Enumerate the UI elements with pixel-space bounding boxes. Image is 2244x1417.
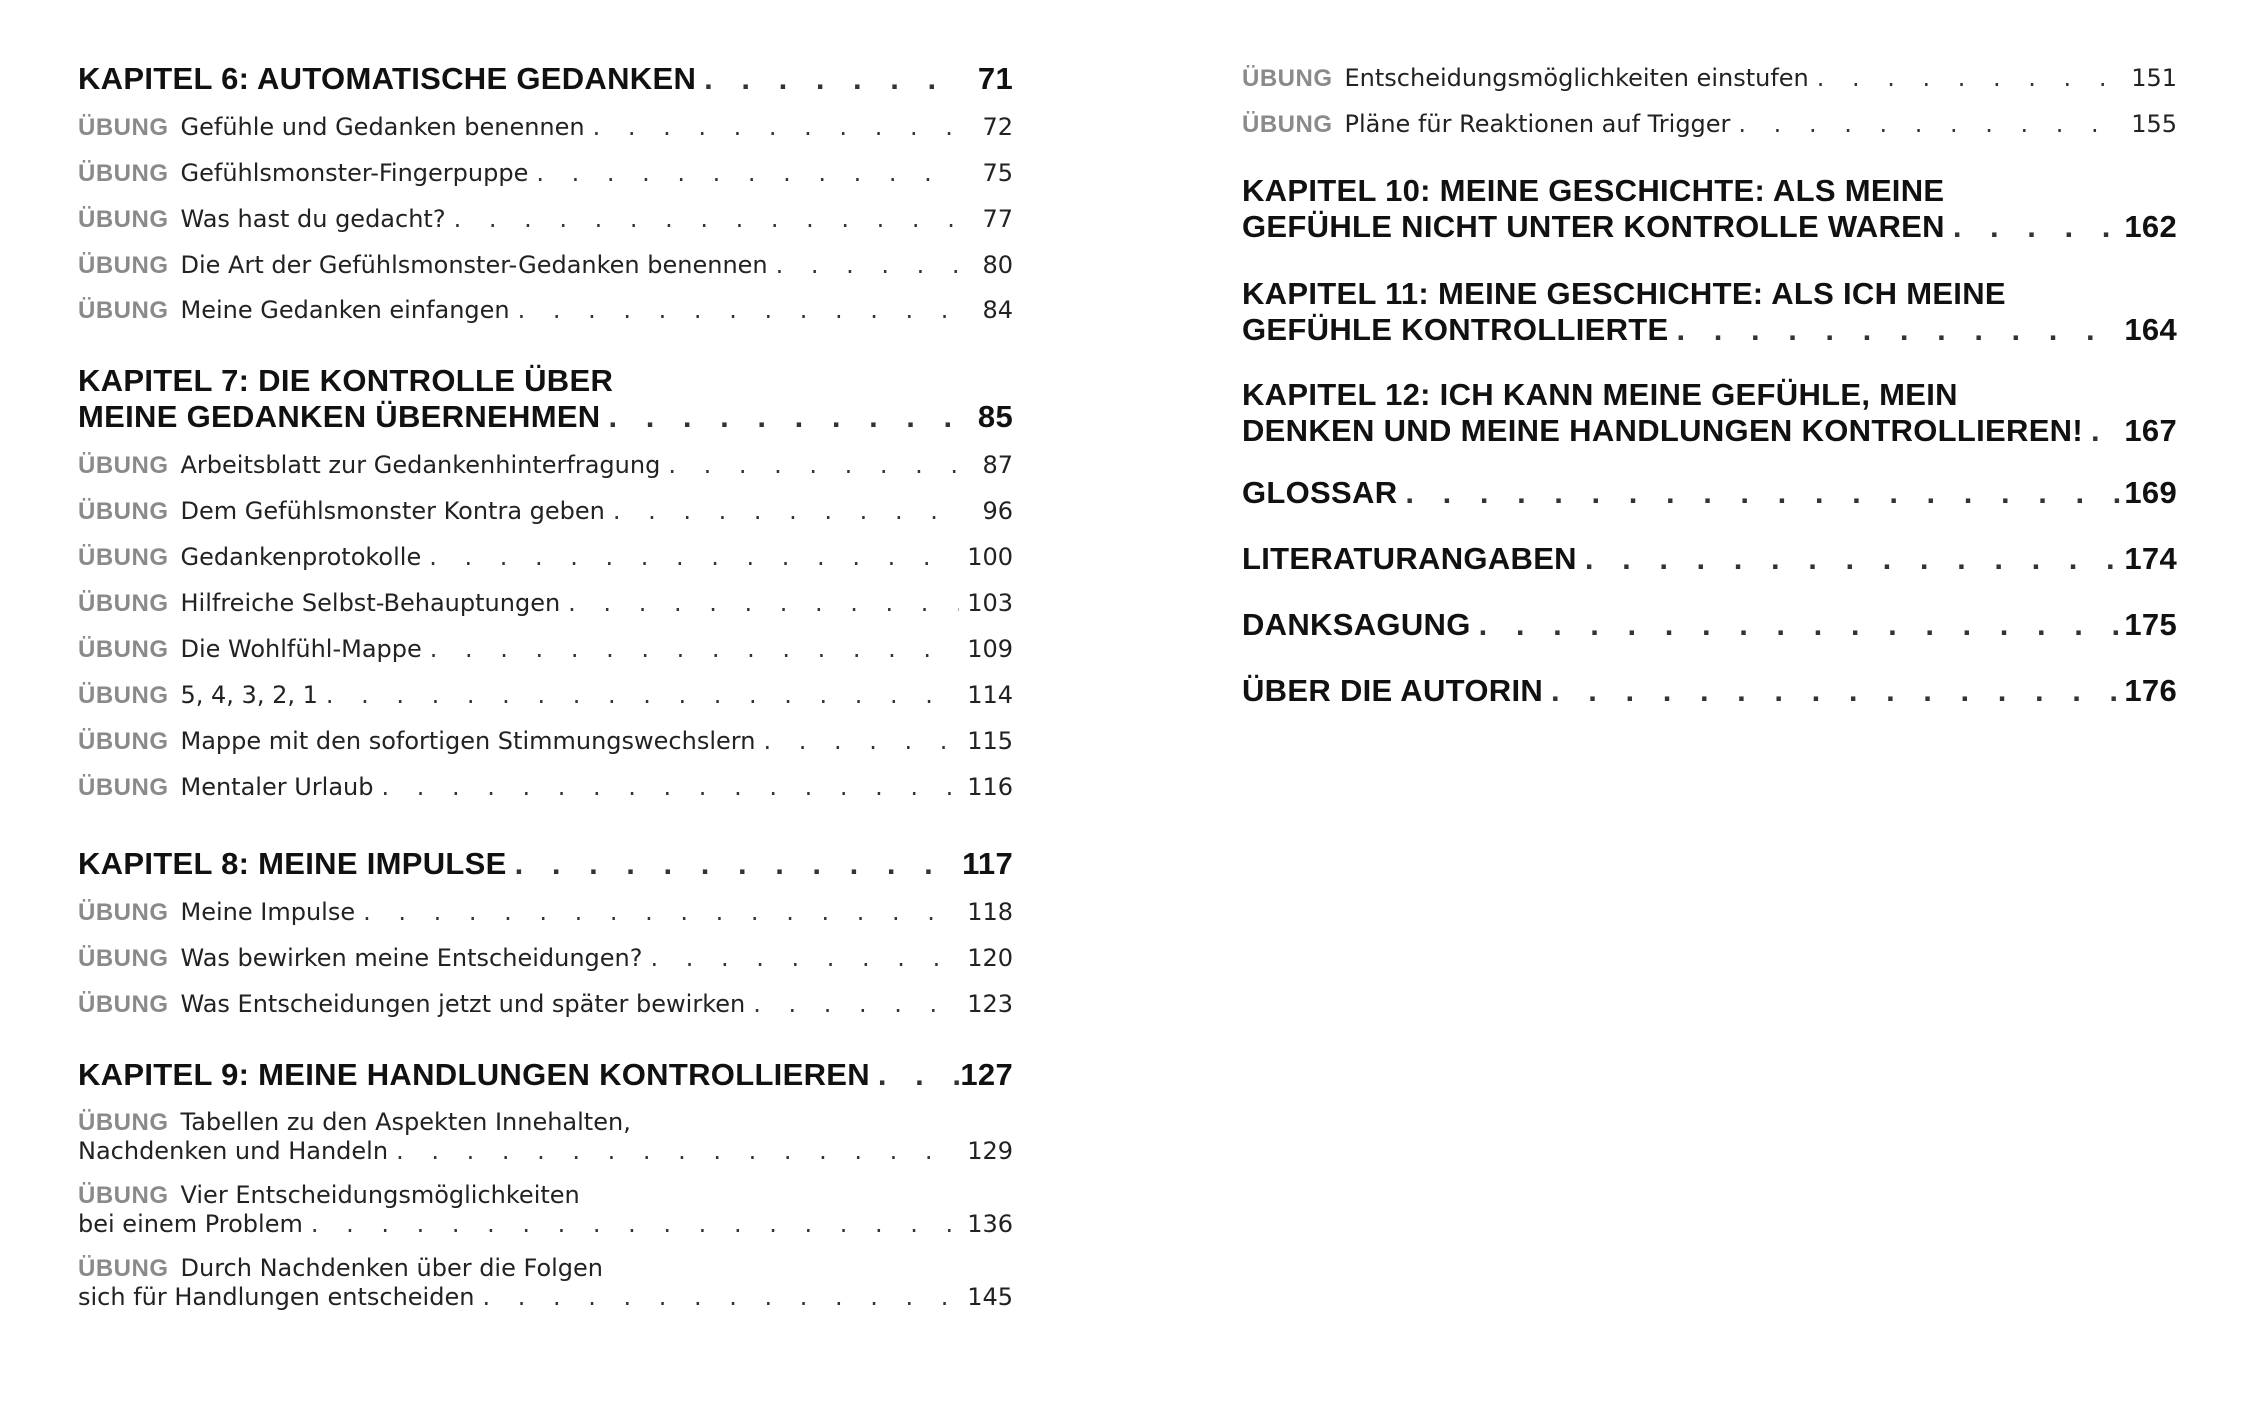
toc-entry-title: 5, 4, 3, 2, 1 xyxy=(180,681,318,709)
exercise-label: ÜBUNG xyxy=(78,1182,169,1209)
dot-leader xyxy=(660,451,959,480)
toc-entry-title: Meine Impulse xyxy=(180,898,356,926)
toc-entry-title: KAPITEL 11: MEINE GESCHICHTE: ALS ICH MEINE xyxy=(1242,276,2006,311)
toc-entry-title: LITERATURANGABEN xyxy=(1242,541,1577,576)
toc-entry-title: Hilfreiche Selbst-Behauptungen xyxy=(180,589,561,617)
toc-exercise-entry xyxy=(78,1108,1013,1166)
dot-leader xyxy=(1543,673,2123,709)
toc-page-number: 129 xyxy=(967,1137,1013,1165)
toc-entry-line xyxy=(78,635,1013,664)
toc-exercise-entry xyxy=(78,589,1013,618)
toc-entry-line xyxy=(78,251,1013,280)
toc-entry-line xyxy=(78,727,1013,756)
dot-leader xyxy=(1945,209,2123,245)
toc-page-number: 109 xyxy=(967,635,1013,663)
toc-entry-line xyxy=(78,159,1013,188)
toc-exercise-entry xyxy=(78,113,1013,142)
dot-leader xyxy=(422,635,959,664)
toc-entry-title: KAPITEL 10: MEINE GESCHICHTE: ALS MEINE xyxy=(1242,173,1945,208)
dot-leader xyxy=(355,898,959,927)
toc-entry-title: Was bewirken meine Entscheidungen? xyxy=(180,944,643,972)
toc-chapter-entry xyxy=(78,363,1013,435)
toc-exercise-entry xyxy=(78,1254,1013,1312)
toc-entry-title: DANKSAGUNG xyxy=(1242,607,1471,642)
toc-chapter-entry xyxy=(1242,607,2177,643)
exercise-label: ÜBUNG xyxy=(78,160,169,187)
toc-entry-title: Dem Gefühlsmonster Kontra geben xyxy=(180,497,605,525)
dot-leader xyxy=(388,1137,959,1166)
toc-page-number: 117 xyxy=(962,846,1013,881)
toc-exercise-entry xyxy=(78,681,1013,710)
toc-page-number: 123 xyxy=(967,990,1013,1018)
toc-entry-title: Pläne für Reaktionen auf Trigger xyxy=(1344,110,1731,138)
toc-page-number: 103 xyxy=(967,589,1013,617)
exercise-label: ÜBUNG xyxy=(1242,65,1333,92)
toc-entry-title: Meine Gedanken einfangen xyxy=(180,296,510,324)
toc-page-number: 85 xyxy=(977,399,1013,434)
toc-page-number: 167 xyxy=(2124,413,2177,448)
exercise-label: ÜBUNG xyxy=(78,899,169,926)
dot-leader xyxy=(560,589,959,618)
toc-entry-title: MEINE GEDANKEN ÜBERNEHMEN xyxy=(78,399,601,434)
exercise-label: ÜBUNG xyxy=(78,114,169,141)
toc-chapter-entry xyxy=(78,61,1013,97)
toc-page-number: 151 xyxy=(2131,64,2177,92)
toc-entry-line xyxy=(78,898,1013,927)
toc-page-number: 169 xyxy=(2124,475,2177,510)
toc-entry-title: Vier Entscheidungsmöglichkeiten xyxy=(180,1181,580,1209)
exercise-label: ÜBUNG xyxy=(78,991,169,1018)
exercise-label: ÜBUNG xyxy=(78,544,169,571)
dot-leader xyxy=(696,61,959,97)
toc-chapter-entry xyxy=(1242,541,2177,577)
toc-page-number: 116 xyxy=(967,773,1013,801)
toc-entry-line xyxy=(1242,173,2177,209)
dot-leader xyxy=(600,399,959,435)
toc-exercise-entry xyxy=(78,773,1013,802)
dot-leader xyxy=(510,296,959,325)
toc-exercise-entry xyxy=(78,159,1013,188)
toc-chapter-entry xyxy=(1242,673,2177,709)
toc-entry-title: ÜBER DIE AUTORIN xyxy=(1242,673,1544,708)
toc-entry-line xyxy=(1242,276,2177,312)
dot-leader xyxy=(755,727,959,756)
toc-entry-line xyxy=(78,1254,1013,1283)
toc-chapter-entry xyxy=(78,1057,1013,1093)
toc-page-number: 80 xyxy=(982,251,1013,279)
toc-entry-title: Gefühlsmonster-Fingerpuppe xyxy=(180,159,529,187)
toc-entry-title: GEFÜHLE KONTROLLIERTE xyxy=(1242,312,1669,347)
toc-entry-line xyxy=(1242,607,2177,643)
toc-page-number: 127 xyxy=(960,1057,1013,1092)
toc-exercise-entry xyxy=(78,205,1013,234)
toc-chapter-entry xyxy=(78,846,1013,882)
toc-entry-title: Gefühle und Gedanken benennen xyxy=(180,113,585,141)
toc-entry-line xyxy=(1242,413,2177,449)
dot-leader xyxy=(643,944,960,973)
dot-leader xyxy=(605,497,959,526)
toc-entry-title: KAPITEL 6: AUTOMATISCHE GEDANKEN xyxy=(78,61,697,96)
toc-page-number: 175 xyxy=(2124,607,2177,642)
toc-entry-line xyxy=(78,205,1013,234)
toc-entry-line xyxy=(1242,64,2177,93)
dot-leader xyxy=(2083,413,2123,449)
toc-page-number: 145 xyxy=(967,1283,1013,1311)
toc-entry-title: Entscheidungsmöglichkeiten einstufen xyxy=(1344,64,1809,92)
toc-chapter-entry xyxy=(1242,276,2177,348)
exercise-label: ÜBUNG xyxy=(1242,111,1333,138)
dot-leader xyxy=(1730,110,2123,139)
dot-leader xyxy=(1577,541,2123,577)
exercise-label: ÜBUNG xyxy=(78,498,169,525)
toc-page-number: 72 xyxy=(982,113,1013,141)
toc-entry-line xyxy=(78,681,1013,710)
toc-page-number: 162 xyxy=(2124,209,2177,244)
toc-page-number: 114 xyxy=(967,681,1013,709)
exercise-label: ÜBUNG xyxy=(78,206,169,233)
toc-entry-title: KAPITEL 12: ICH KANN MEINE GEFÜHLE, MEIN xyxy=(1242,377,1958,412)
dot-leader xyxy=(528,159,959,188)
toc-page-number: 155 xyxy=(2131,110,2177,138)
toc-chapter-entry xyxy=(1242,475,2177,511)
toc-entry-title: Arbeitsblatt zur Gedankenhinterfragung xyxy=(180,451,661,479)
toc-entry-title: DENKEN UND MEINE HANDLUNGEN KONTROLLIEREN! xyxy=(1242,413,2083,448)
exercise-label: ÜBUNG xyxy=(78,682,169,709)
toc-entry-line xyxy=(1242,541,2177,577)
toc-entry-title: Nachdenken und Handeln xyxy=(78,1137,389,1165)
toc-page-number: 87 xyxy=(982,451,1013,479)
toc-page-number: 75 xyxy=(982,159,1013,187)
toc-entry-title: GLOSSAR xyxy=(1242,475,1398,510)
toc-entry-line xyxy=(78,773,1013,802)
exercise-label: ÜBUNG xyxy=(78,590,169,617)
toc-entry-line xyxy=(78,1057,1013,1093)
exercise-label: ÜBUNG xyxy=(78,252,169,279)
toc-exercise-entry xyxy=(78,1181,1013,1239)
toc-entry-line xyxy=(1242,475,2177,511)
toc-entry-title: Mappe mit den sofortigen Stimmungswechslern xyxy=(180,727,756,755)
toc-page-number: 77 xyxy=(982,205,1013,233)
toc-page-number: 84 xyxy=(982,296,1013,324)
exercise-label: ÜBUNG xyxy=(78,452,169,479)
toc-chapter-entry xyxy=(1242,173,2177,245)
toc-entry-title: Mentaler Urlaub xyxy=(180,773,374,801)
toc-exercise-entry xyxy=(78,451,1013,480)
dot-leader xyxy=(373,773,959,802)
toc-entry-title: Durch Nachdenken über die Folgen xyxy=(180,1254,604,1282)
exercise-label: ÜBUNG xyxy=(78,1255,169,1282)
toc-page-number: 100 xyxy=(967,543,1013,571)
toc-page-number: 96 xyxy=(982,497,1013,525)
toc-entry-line xyxy=(1242,673,2177,709)
exercise-label: ÜBUNG xyxy=(78,297,169,324)
toc-exercise-entry xyxy=(78,251,1013,280)
toc-entry-line xyxy=(1242,209,2177,245)
toc-entry-line xyxy=(78,944,1013,973)
dot-leader xyxy=(1471,607,2123,643)
toc-page-number: 136 xyxy=(967,1210,1013,1238)
toc-entry-line xyxy=(78,1181,1013,1210)
toc-entry-title: Die Wohlfühl-Mappe xyxy=(180,635,422,663)
toc-entry-line xyxy=(1242,312,2177,348)
toc-exercise-entry xyxy=(78,296,1013,325)
toc-entry-line xyxy=(78,113,1013,142)
toc-entry-title: KAPITEL 9: MEINE HANDLUNGEN KONTROLLIEREN xyxy=(78,1057,870,1092)
toc-entry-title: Gedankenprotokolle xyxy=(180,543,422,571)
toc-entry-line xyxy=(78,363,1013,399)
toc-entry-line xyxy=(78,846,1013,882)
dot-leader xyxy=(1397,475,2123,511)
toc-exercise-entry xyxy=(78,990,1013,1019)
toc-page-number: 174 xyxy=(2124,541,2177,576)
toc-entry-title: Die Art der Gefühlsmonster-Gedanken benennen xyxy=(180,251,768,279)
toc-entry-line xyxy=(78,296,1013,325)
toc-page-number: 71 xyxy=(977,61,1013,96)
dot-leader xyxy=(507,846,959,882)
toc-page-number: 176 xyxy=(2124,673,2177,708)
toc-page-number: 118 xyxy=(967,898,1013,926)
toc-entry-line xyxy=(78,990,1013,1019)
toc-page-number: 164 xyxy=(2124,312,2177,347)
dot-leader xyxy=(474,1283,959,1312)
toc-exercise-entry xyxy=(78,898,1013,927)
toc-entry-title: bei einem Problem xyxy=(78,1210,303,1238)
toc-entry-line xyxy=(1242,377,2177,413)
toc-entry-line xyxy=(78,399,1013,435)
dot-leader xyxy=(1669,312,2123,348)
toc-entry-title: Tabellen zu den Aspekten Innehalten, xyxy=(180,1108,631,1136)
toc-exercise-entry xyxy=(78,944,1013,973)
toc-entry-line xyxy=(78,1108,1013,1137)
dot-leader xyxy=(421,543,959,572)
exercise-label: ÜBUNG xyxy=(78,774,169,801)
exercise-label: ÜBUNG xyxy=(78,636,169,663)
toc-entry-line xyxy=(78,1283,1013,1312)
toc-entry-title: Was hast du gedacht? xyxy=(180,205,446,233)
dot-leader xyxy=(870,1057,959,1093)
dot-leader xyxy=(768,251,959,280)
exercise-label: ÜBUNG xyxy=(78,945,169,972)
toc-page-number: 115 xyxy=(967,727,1013,755)
toc-entry-line xyxy=(78,543,1013,572)
dot-leader xyxy=(303,1210,959,1239)
toc-exercise-entry xyxy=(78,727,1013,756)
toc-chapter-entry xyxy=(1242,377,2177,449)
toc-entry-line xyxy=(78,451,1013,480)
toc-exercise-entry xyxy=(78,635,1013,664)
exercise-label: ÜBUNG xyxy=(78,1109,169,1136)
exercise-label: ÜBUNG xyxy=(78,728,169,755)
toc-entry-line xyxy=(1242,110,2177,139)
toc-entry-title: Was Entscheidungen jetzt und später bewirken xyxy=(180,990,746,1018)
toc-exercise-entry xyxy=(1242,110,2177,139)
toc-entry-line xyxy=(78,1210,1013,1239)
toc-exercise-entry xyxy=(78,543,1013,572)
dot-leader xyxy=(446,205,959,234)
toc-entry-line xyxy=(78,497,1013,526)
dot-leader xyxy=(1809,64,2123,93)
dot-leader xyxy=(318,681,959,710)
dot-leader xyxy=(585,113,959,142)
toc-entry-title: KAPITEL 8: MEINE IMPULSE xyxy=(78,846,507,881)
toc-entry-line xyxy=(78,61,1013,97)
toc-exercise-entry xyxy=(78,497,1013,526)
toc-entry-line xyxy=(78,589,1013,618)
toc-entry-line xyxy=(78,1137,1013,1166)
dot-leader xyxy=(745,990,959,1019)
toc-exercise-entry xyxy=(1242,64,2177,93)
toc-entry-title: GEFÜHLE NICHT UNTER KONTROLLE WAREN xyxy=(1242,209,1945,244)
toc-entry-title: sich für Handlungen entscheiden xyxy=(78,1283,475,1311)
toc-page-number: 120 xyxy=(967,944,1013,972)
toc-entry-title: KAPITEL 7: DIE KONTROLLE ÜBER xyxy=(78,363,614,398)
